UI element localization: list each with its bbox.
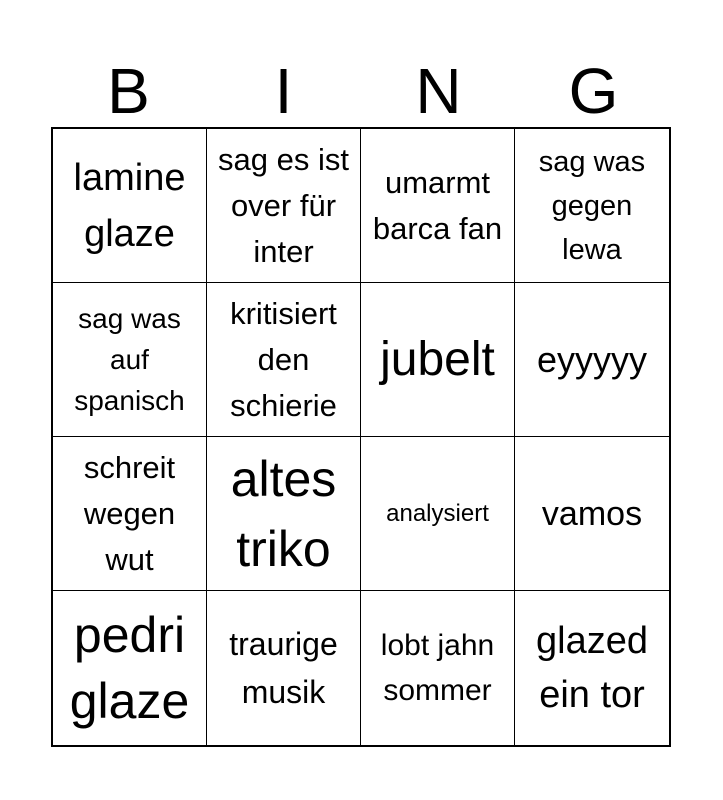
bingo-cell[interactable] (207, 437, 361, 591)
bingo-cell-text: altes triko (230, 450, 337, 577)
bingo-cell[interactable] (207, 283, 361, 437)
bingo-cell-text: analysiert (386, 499, 489, 527)
bingo-cell[interactable] (361, 129, 515, 283)
header-letter-n: N (415, 55, 462, 127)
bingo-cell[interactable] (515, 591, 669, 745)
bingo-cell-text: eyyyyy (536, 338, 648, 380)
bingo-cell-text: sag was gegen lewa (538, 145, 646, 266)
bingo-cell[interactable] (515, 283, 669, 437)
bingo-cell-text: glazed ein tor (536, 620, 648, 716)
bingo-cell-text: sag was auf spanisch (74, 303, 185, 416)
bingo-cell[interactable] (361, 591, 515, 745)
header-letter-i: I (274, 55, 293, 127)
bingo-header (51, 55, 671, 127)
bingo-cell[interactable] (361, 283, 515, 437)
bingo-cell-text: vamos (541, 494, 643, 533)
bingo-cell[interactable] (53, 129, 207, 283)
bingo-cell[interactable] (53, 437, 207, 591)
bingo-cell-text: lamine glaze (73, 156, 186, 255)
bingo-cell-text: schreit wegen wut (83, 449, 176, 577)
bingo-cell-text: umarmt barca fan (372, 164, 503, 246)
bingo-cell[interactable] (361, 437, 515, 591)
bingo-cell[interactable] (207, 129, 361, 283)
bingo-cell-text: kritisiert den schierie (230, 295, 337, 423)
bingo-cell-text: lobt jahn sommer (380, 629, 495, 707)
bingo-cell[interactable] (53, 283, 207, 437)
bingo-cell-text: jubelt (380, 332, 495, 386)
bingo-cell[interactable] (207, 591, 361, 745)
bingo-cell-text: traurige musik (229, 626, 338, 710)
header-letter-g: G (568, 55, 619, 127)
bingo-cell[interactable] (515, 437, 669, 591)
header-letter-b: B (107, 55, 150, 127)
bingo-cell[interactable] (53, 591, 207, 745)
bingo-cell-text: sag es ist over für inter (218, 141, 349, 269)
bingo-board (51, 127, 671, 747)
bingo-cell[interactable] (515, 129, 669, 283)
bingo-cell-text: pedri glaze (69, 607, 190, 729)
